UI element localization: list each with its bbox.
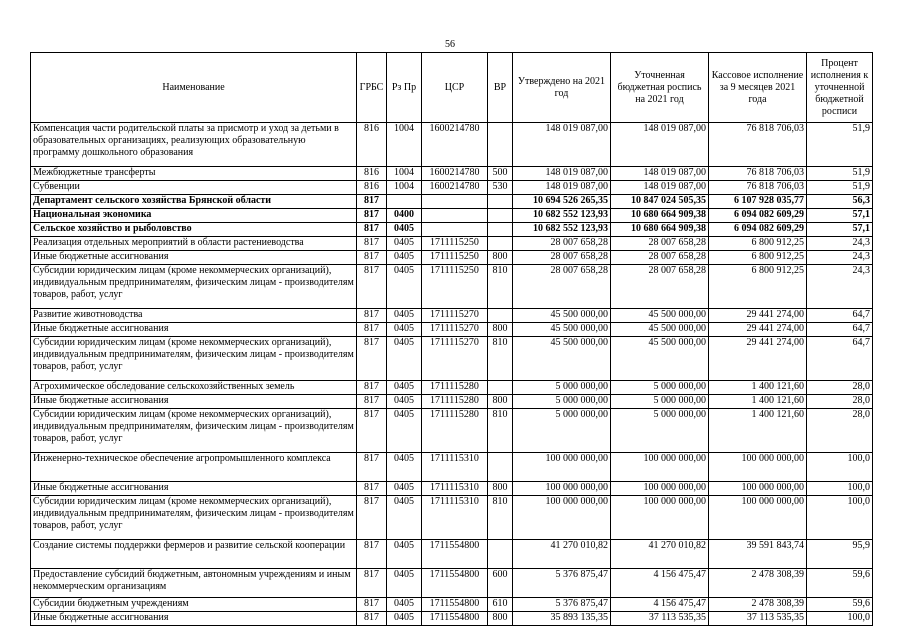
header-approved: Утверждено на 2021 год [513,53,611,123]
table-row [31,209,873,223]
cell-rzpr: 0405 [387,453,422,482]
cell-rzpr: 0405 [387,612,422,626]
cell-name: Иные бюджетные ассигнования [31,323,357,337]
cell-vr [488,209,513,223]
cell-grbs: 817 [357,237,387,251]
cell-percent: 57,1 [807,223,873,237]
cell-cash: 6 800 912,25 [709,265,807,309]
cell-vr: 500 [488,167,513,181]
table-row [31,309,873,323]
table-row [31,265,873,309]
table-row [31,223,873,237]
cell-csr: 1711115270 [422,323,488,337]
cell-rzpr: 0405 [387,482,422,496]
cell-cash: 100 000 000,00 [709,482,807,496]
cell-cash: 1 400 121,60 [709,409,807,453]
cell-vr [488,123,513,167]
cell-cash: 76 818 706,03 [709,181,807,195]
cell-approved: 148 019 087,00 [513,123,611,167]
cell-csr: 1711554800 [422,598,488,612]
cell-vr [488,195,513,209]
cell-refined: 148 019 087,00 [611,167,709,181]
cell-cash: 6 094 082 609,29 [709,223,807,237]
cell-cash: 29 441 274,00 [709,309,807,323]
cell-vr: 610 [488,598,513,612]
table-row [31,482,873,496]
cell-rzpr [387,195,422,209]
cell-approved: 35 893 135,35 [513,612,611,626]
table-row [31,123,873,167]
budget-execution-table [30,52,873,626]
cell-rzpr: 0405 [387,381,422,395]
cell-name: Инженерно-техническое обеспечение агропромышленного комплекса [31,453,357,482]
cell-approved: 41 270 010,82 [513,540,611,569]
cell-cash: 6 800 912,25 [709,251,807,265]
cell-name: Субсидии юридическим лицам (кроме некоммерческих организаций), индивидуальным предпринимателям, физическим лицам - производителям товаров, работ, услуг [31,337,357,381]
cell-cash: 29 441 274,00 [709,337,807,381]
table-body [31,123,873,626]
cell-approved: 45 500 000,00 [513,337,611,381]
cell-grbs: 817 [357,209,387,223]
cell-vr [488,381,513,395]
cell-grbs: 817 [357,453,387,482]
cell-refined: 100 000 000,00 [611,496,709,540]
cell-refined: 148 019 087,00 [611,181,709,195]
cell-percent: 64,7 [807,309,873,323]
header-refined: Уточненная бюджетная роспись на 2021 год [611,53,709,123]
cell-approved: 5 000 000,00 [513,409,611,453]
cell-refined: 10 847 024 505,35 [611,195,709,209]
cell-rzpr: 0405 [387,569,422,598]
cell-cash: 39 591 843,74 [709,540,807,569]
cell-approved: 100 000 000,00 [513,482,611,496]
cell-refined: 45 500 000,00 [611,337,709,381]
table-row [31,167,873,181]
cell-name: Субвенции [31,181,357,195]
cell-percent: 28,0 [807,395,873,409]
cell-rzpr: 0405 [387,237,422,251]
header-grbs: ГРБС [357,53,387,123]
cell-percent: 64,7 [807,323,873,337]
cell-name: Иные бюджетные ассигнования [31,395,357,409]
table-row [31,496,873,540]
cell-percent: 28,0 [807,409,873,453]
cell-percent: 57,1 [807,209,873,223]
cell-refined: 28 007 658,28 [611,251,709,265]
cell-cash: 76 818 706,03 [709,167,807,181]
cell-rzpr: 0405 [387,251,422,265]
cell-percent: 100,0 [807,612,873,626]
cell-vr [488,223,513,237]
cell-rzpr: 0405 [387,337,422,381]
cell-name: Иные бюджетные ассигнования [31,612,357,626]
cell-csr: 1711115250 [422,251,488,265]
header-name: Наименование [31,53,357,123]
cell-percent: 100,0 [807,482,873,496]
cell-refined: 28 007 658,28 [611,237,709,251]
cell-csr: 1600214780 [422,181,488,195]
cell-name: Реализация отдельных мероприятий в области растениеводства [31,237,357,251]
cell-rzpr: 0405 [387,309,422,323]
cell-cash: 6 800 912,25 [709,237,807,251]
cell-name: Субсидии юридическим лицам (кроме некоммерческих организаций), индивидуальным предпринимателям, физическим лицам - производителям товаров, работ, услуг [31,496,357,540]
cell-cash: 1 400 121,60 [709,395,807,409]
cell-vr: 800 [488,323,513,337]
cell-csr: 1711115250 [422,237,488,251]
cell-csr [422,209,488,223]
cell-grbs: 816 [357,181,387,195]
cell-refined: 10 680 664 909,38 [611,223,709,237]
table-row [31,195,873,209]
header-percent: Процент исполнения к уточненной бюджетной росписи [807,53,873,123]
cell-vr: 810 [488,409,513,453]
cell-csr [422,223,488,237]
cell-rzpr: 0405 [387,496,422,540]
cell-vr: 800 [488,251,513,265]
cell-csr: 1711554800 [422,569,488,598]
header-cash: Кассовое исполнение за 9 месяцев 2021 года [709,53,807,123]
cell-rzpr: 0400 [387,209,422,223]
cell-csr: 1711115270 [422,337,488,381]
cell-grbs: 817 [357,223,387,237]
cell-name: Создание системы поддержки фермеров и развитие сельской кооперации [31,540,357,569]
cell-name: Субсидии юридическим лицам (кроме некоммерческих организаций), индивидуальным предпринимателям, физическим лицам - производителям товаров, работ, услуг [31,409,357,453]
header-row [31,53,873,123]
cell-refined: 5 000 000,00 [611,381,709,395]
cell-grbs: 816 [357,123,387,167]
cell-grbs: 817 [357,409,387,453]
cell-vr [488,453,513,482]
table-row [31,251,873,265]
cell-percent: 56,3 [807,195,873,209]
cell-name: Субсидии бюджетным учреждениям [31,598,357,612]
cell-approved: 5 000 000,00 [513,381,611,395]
cell-rzpr: 0405 [387,265,422,309]
cell-approved: 148 019 087,00 [513,167,611,181]
cell-percent: 64,7 [807,337,873,381]
cell-cash: 1 400 121,60 [709,381,807,395]
cell-csr: 1711115250 [422,265,488,309]
cell-rzpr: 0405 [387,598,422,612]
cell-rzpr: 1004 [387,181,422,195]
cell-grbs: 817 [357,323,387,337]
cell-approved: 5 376 875,47 [513,598,611,612]
cell-approved: 100 000 000,00 [513,453,611,482]
cell-vr: 530 [488,181,513,195]
table-row [31,337,873,381]
header-vr: ВР [488,53,513,123]
cell-cash: 100 000 000,00 [709,453,807,482]
cell-percent: 95,9 [807,540,873,569]
cell-csr: 1711554800 [422,540,488,569]
cell-grbs: 817 [357,381,387,395]
cell-refined: 10 680 664 909,38 [611,209,709,223]
cell-approved: 5 376 875,47 [513,569,611,598]
table-row [31,381,873,395]
cell-csr: 1600214780 [422,167,488,181]
cell-cash: 2 478 308,39 [709,569,807,598]
cell-refined: 4 156 475,47 [611,569,709,598]
cell-approved: 28 007 658,28 [513,237,611,251]
cell-name: Иные бюджетные ассигнования [31,251,357,265]
cell-name: Иные бюджетные ассигнования [31,482,357,496]
cell-vr: 810 [488,496,513,540]
cell-csr: 1711554800 [422,612,488,626]
cell-csr: 1600214780 [422,123,488,167]
page-number: 56 [445,39,455,50]
cell-grbs: 817 [357,569,387,598]
cell-vr [488,309,513,323]
cell-refined: 5 000 000,00 [611,395,709,409]
cell-percent: 100,0 [807,453,873,482]
cell-vr [488,237,513,251]
cell-percent: 51,9 [807,167,873,181]
cell-approved: 148 019 087,00 [513,181,611,195]
cell-cash: 2 478 308,39 [709,598,807,612]
cell-name: Сельское хозяйство и рыболовство [31,223,357,237]
cell-rzpr: 1004 [387,123,422,167]
cell-percent: 24,3 [807,237,873,251]
header-rzpr: Рз Пр [387,53,422,123]
cell-refined: 41 270 010,82 [611,540,709,569]
table-row [31,395,873,409]
header-csr: ЦСР [422,53,488,123]
cell-vr: 800 [488,482,513,496]
cell-vr [488,540,513,569]
cell-csr: 1711115280 [422,409,488,453]
cell-rzpr: 0405 [387,540,422,569]
cell-approved: 5 000 000,00 [513,395,611,409]
cell-grbs: 817 [357,265,387,309]
cell-rzpr: 0405 [387,323,422,337]
cell-grbs: 817 [357,337,387,381]
cell-vr: 800 [488,612,513,626]
cell-cash: 100 000 000,00 [709,496,807,540]
cell-refined: 28 007 658,28 [611,265,709,309]
cell-approved: 28 007 658,28 [513,251,611,265]
table-row [31,323,873,337]
cell-csr: 1711115270 [422,309,488,323]
cell-refined: 100 000 000,00 [611,453,709,482]
table-row [31,409,873,453]
cell-csr: 1711115310 [422,482,488,496]
cell-refined: 5 000 000,00 [611,409,709,453]
cell-name: Департамент сельского хозяйства Брянской области [31,195,357,209]
cell-vr: 800 [488,395,513,409]
cell-csr: 1711115280 [422,395,488,409]
cell-vr: 810 [488,337,513,381]
table-row [31,237,873,251]
cell-percent: 24,3 [807,265,873,309]
cell-approved: 10 682 552 123,93 [513,223,611,237]
cell-grbs: 817 [357,612,387,626]
cell-percent: 59,6 [807,598,873,612]
cell-grbs: 817 [357,195,387,209]
cell-cash: 6 094 082 609,29 [709,209,807,223]
cell-csr [422,195,488,209]
cell-approved: 45 500 000,00 [513,309,611,323]
cell-refined: 45 500 000,00 [611,323,709,337]
cell-refined: 37 113 535,35 [611,612,709,626]
cell-approved: 28 007 658,28 [513,265,611,309]
cell-vr: 810 [488,265,513,309]
cell-name: Компенсация части родительской платы за присмотр и уход за детьми в образовательных организациях, реализующих образовательную программу дошкольного образования [31,123,357,167]
cell-percent: 28,0 [807,381,873,395]
cell-cash: 6 107 928 035,77 [709,195,807,209]
cell-refined: 148 019 087,00 [611,123,709,167]
cell-rzpr: 0405 [387,409,422,453]
cell-csr: 1711115310 [422,453,488,482]
cell-percent: 59,6 [807,569,873,598]
cell-rzpr: 0405 [387,223,422,237]
cell-name: Субсидии юридическим лицам (кроме некоммерческих организаций), индивидуальным предпринимателям, физическим лицам - производителям товаров, работ, услуг [31,265,357,309]
cell-grbs: 817 [357,496,387,540]
table-row [31,598,873,612]
cell-approved: 10 694 526 265,35 [513,195,611,209]
cell-name: Агрохимическое обследование сельскохозяйственных земель [31,381,357,395]
cell-cash: 29 441 274,00 [709,323,807,337]
cell-vr: 600 [488,569,513,598]
cell-grbs: 817 [357,395,387,409]
cell-percent: 51,9 [807,123,873,167]
cell-approved: 10 682 552 123,93 [513,209,611,223]
cell-grbs: 817 [357,309,387,323]
cell-refined: 45 500 000,00 [611,309,709,323]
cell-name: Национальная экономика [31,209,357,223]
cell-percent: 51,9 [807,181,873,195]
cell-grbs: 817 [357,540,387,569]
table-row [31,540,873,569]
cell-csr: 1711115280 [422,381,488,395]
cell-cash: 37 113 535,35 [709,612,807,626]
table-row [31,453,873,482]
cell-refined: 100 000 000,00 [611,482,709,496]
cell-approved: 100 000 000,00 [513,496,611,540]
cell-percent: 100,0 [807,496,873,540]
table-row [31,569,873,598]
cell-name: Межбюджетные трансферты [31,167,357,181]
table-row [31,612,873,626]
cell-approved: 45 500 000,00 [513,323,611,337]
cell-grbs: 817 [357,598,387,612]
cell-grbs: 816 [357,167,387,181]
cell-rzpr: 0405 [387,395,422,409]
table-row [31,181,873,195]
cell-percent: 24,3 [807,251,873,265]
cell-grbs: 817 [357,251,387,265]
cell-cash: 76 818 706,03 [709,123,807,167]
cell-grbs: 817 [357,482,387,496]
cell-refined: 4 156 475,47 [611,598,709,612]
cell-csr: 1711115310 [422,496,488,540]
cell-rzpr: 1004 [387,167,422,181]
cell-name: Предоставление субсидий бюджетным, автономным учреждениям и иным некоммерческим организациям [31,569,357,598]
cell-name: Развитие животноводства [31,309,357,323]
